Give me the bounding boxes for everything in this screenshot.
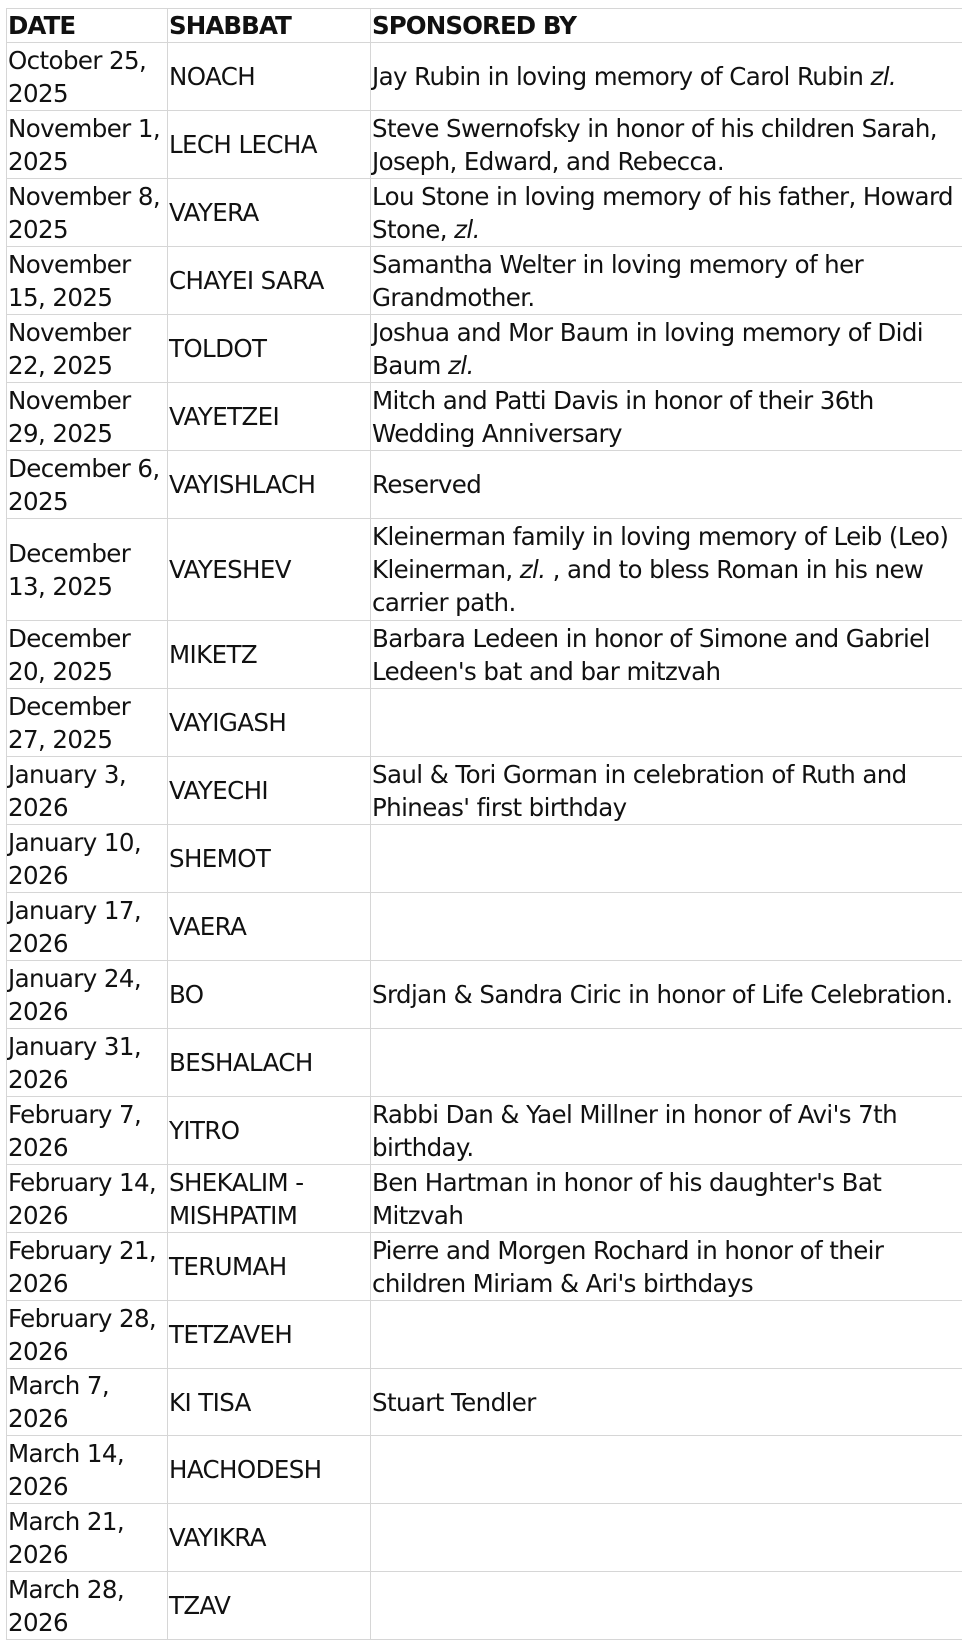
zl-mark: zl. xyxy=(520,555,546,584)
shabbat-cell: YITRO xyxy=(168,1097,371,1165)
sponsor-text: Srdjan & Sandra Ciric in honor of Life Celebration. xyxy=(372,980,953,1009)
table-row xyxy=(7,43,962,111)
date-cell: March 7, 2026 xyxy=(7,1369,168,1436)
sponsor-text: Steve Swernofsky in honor of his children Sarah, Joseph, Edward, and Rebecca. xyxy=(372,114,937,176)
shabbat-cell: MIKETZ xyxy=(168,621,371,689)
sponsor-cell xyxy=(371,43,962,111)
table-row xyxy=(7,451,962,519)
sponsor-cell xyxy=(371,893,962,961)
sponsor-cell xyxy=(371,1572,962,1640)
table-row xyxy=(7,1233,962,1301)
shabbat-cell: SHEKALIM - MISHPATIM xyxy=(168,1165,371,1233)
date-cell: January 10, 2026 xyxy=(7,825,168,893)
sponsor-cell xyxy=(371,1165,962,1233)
date-cell: January 31, 2026 xyxy=(7,1029,168,1097)
sponsor-text: Lou Stone in loving memory of his father, Howard Stone, xyxy=(372,182,953,244)
date-cell: December 6, 2025 xyxy=(7,451,168,519)
zl-mark: zl. xyxy=(870,62,896,91)
sponsor-text: Ben Hartman in honor of his daughter's Bat Mitzvah xyxy=(372,1168,881,1230)
date-cell: October 25, 2025 xyxy=(7,43,168,111)
shabbat-cell: SHEMOT xyxy=(168,825,371,893)
sponsor-cell xyxy=(371,451,962,519)
table-row xyxy=(7,757,962,825)
table-row xyxy=(7,247,962,315)
sponsorship-table xyxy=(6,8,962,1640)
date-cell: November 29, 2025 xyxy=(7,383,168,451)
shabbat-cell: TETZAVEH xyxy=(168,1301,371,1369)
sponsor-text-continued: , and to bless Roman in his new carrier path. xyxy=(372,555,923,617)
shabbat-cell: CHAYEI SARA xyxy=(168,247,371,315)
shabbat-cell: VAYETZEI xyxy=(168,383,371,451)
table-row xyxy=(7,689,962,757)
shabbat-cell: NOACH xyxy=(168,43,371,111)
zl-mark: zl. xyxy=(454,215,480,244)
date-cell: November 15, 2025 xyxy=(7,247,168,315)
sponsor-cell xyxy=(371,111,962,179)
shabbat-cell: VAYIGASH xyxy=(168,689,371,757)
date-cell: November 8, 2025 xyxy=(7,179,168,247)
table-row xyxy=(7,1369,962,1436)
table-row xyxy=(7,1097,962,1165)
header-row xyxy=(7,9,962,43)
sponsor-cell xyxy=(371,383,962,451)
table-body xyxy=(7,43,962,1640)
sponsor-text: Pierre and Morgen Rochard in honor of their children Miriam & Ari's birthdays xyxy=(372,1236,883,1298)
sponsor-text: Kleinerman family in loving memory of Leib (Leo) Kleinerman, xyxy=(372,522,948,584)
date-cell: March 28, 2026 xyxy=(7,1572,168,1640)
sponsor-cell xyxy=(371,689,962,757)
date-cell: January 24, 2026 xyxy=(7,961,168,1029)
sponsor-cell xyxy=(371,1029,962,1097)
sponsor-cell xyxy=(371,825,962,893)
table-row xyxy=(7,961,962,1029)
shabbat-cell: VAYECHI xyxy=(168,757,371,825)
date-cell: February 21, 2026 xyxy=(7,1233,168,1301)
date-cell: February 7, 2026 xyxy=(7,1097,168,1165)
table-row xyxy=(7,1572,962,1640)
date-cell: December 27, 2025 xyxy=(7,689,168,757)
shabbat-cell: VAERA xyxy=(168,893,371,961)
sponsor-cell xyxy=(371,1301,962,1369)
shabbat-cell: HACHODESH xyxy=(168,1436,371,1504)
sponsor-cell xyxy=(371,1233,962,1301)
date-cell: January 3, 2026 xyxy=(7,757,168,825)
table-row xyxy=(7,383,962,451)
shabbat-cell: TOLDOT xyxy=(168,315,371,383)
sponsor-cell xyxy=(371,757,962,825)
shabbat-cell: BESHALACH xyxy=(168,1029,371,1097)
table-row xyxy=(7,1165,962,1233)
sponsor-cell xyxy=(371,1504,962,1572)
date-cell: November 1, 2025 xyxy=(7,111,168,179)
sponsor-text: Reserved xyxy=(372,470,481,499)
sponsor-text: Joshua and Mor Baum in loving memory of Didi Baum xyxy=(372,318,923,380)
shabbat-cell: LECH LECHA xyxy=(168,111,371,179)
header-sponsored-by: SPONSORED BY xyxy=(371,9,962,43)
sponsor-text: Barbara Ledeen in honor of Simone and Gabriel Ledeen's bat and bar mitzvah xyxy=(372,624,930,686)
sponsor-cell xyxy=(371,315,962,383)
table-row xyxy=(7,1436,962,1504)
shabbat-cell: KI TISA xyxy=(168,1369,371,1436)
shabbat-cell: TERUMAH xyxy=(168,1233,371,1301)
sponsor-text: Samantha Welter in loving memory of her Grandmother. xyxy=(372,250,863,312)
date-cell: February 28, 2026 xyxy=(7,1301,168,1369)
date-cell: March 14, 2026 xyxy=(7,1436,168,1504)
sponsor-text: Rabbi Dan & Yael Millner in honor of Avi's 7th birthday. xyxy=(372,1100,897,1162)
shabbat-cell: BO xyxy=(168,961,371,1029)
shabbat-cell: VAYERA xyxy=(168,179,371,247)
sponsor-cell xyxy=(371,179,962,247)
table-row xyxy=(7,519,962,621)
shabbat-cell: VAYIKRA xyxy=(168,1504,371,1572)
table-row xyxy=(7,893,962,961)
table-row xyxy=(7,1504,962,1572)
header-date: DATE xyxy=(7,9,168,43)
sponsor-cell xyxy=(371,1436,962,1504)
shabbat-cell: VAYESHEV xyxy=(168,519,371,621)
date-cell: December 20, 2025 xyxy=(7,621,168,689)
sponsor-cell xyxy=(371,961,962,1029)
sponsor-text: Jay Rubin in loving memory of Carol Rubin xyxy=(372,62,870,91)
date-cell: January 17, 2026 xyxy=(7,893,168,961)
sponsor-text: Stuart Tendler xyxy=(372,1388,536,1417)
sponsor-cell xyxy=(371,519,962,621)
sponsor-cell xyxy=(371,1369,962,1436)
table-row xyxy=(7,315,962,383)
sponsor-cell xyxy=(371,621,962,689)
date-cell: December 13, 2025 xyxy=(7,519,168,621)
zl-mark: zl. xyxy=(448,351,474,380)
sponsor-cell xyxy=(371,247,962,315)
sponsor-cell xyxy=(371,1097,962,1165)
date-cell: February 14, 2026 xyxy=(7,1165,168,1233)
table-row xyxy=(7,111,962,179)
sponsor-text: Mitch and Patti Davis in honor of their 36th Wedding Anniversary xyxy=(372,386,874,448)
shabbat-cell: TZAV xyxy=(168,1572,371,1640)
header-shabbat: SHABBAT xyxy=(168,9,371,43)
table-row xyxy=(7,825,962,893)
table-row xyxy=(7,1029,962,1097)
table-row xyxy=(7,1301,962,1369)
table-row xyxy=(7,179,962,247)
date-cell: November 22, 2025 xyxy=(7,315,168,383)
shabbat-cell: VAYISHLACH xyxy=(168,451,371,519)
date-cell: March 21, 2026 xyxy=(7,1504,168,1572)
sponsor-text: Saul & Tori Gorman in celebration of Ruth and Phineas' first birthday xyxy=(372,760,907,822)
table-row xyxy=(7,621,962,689)
